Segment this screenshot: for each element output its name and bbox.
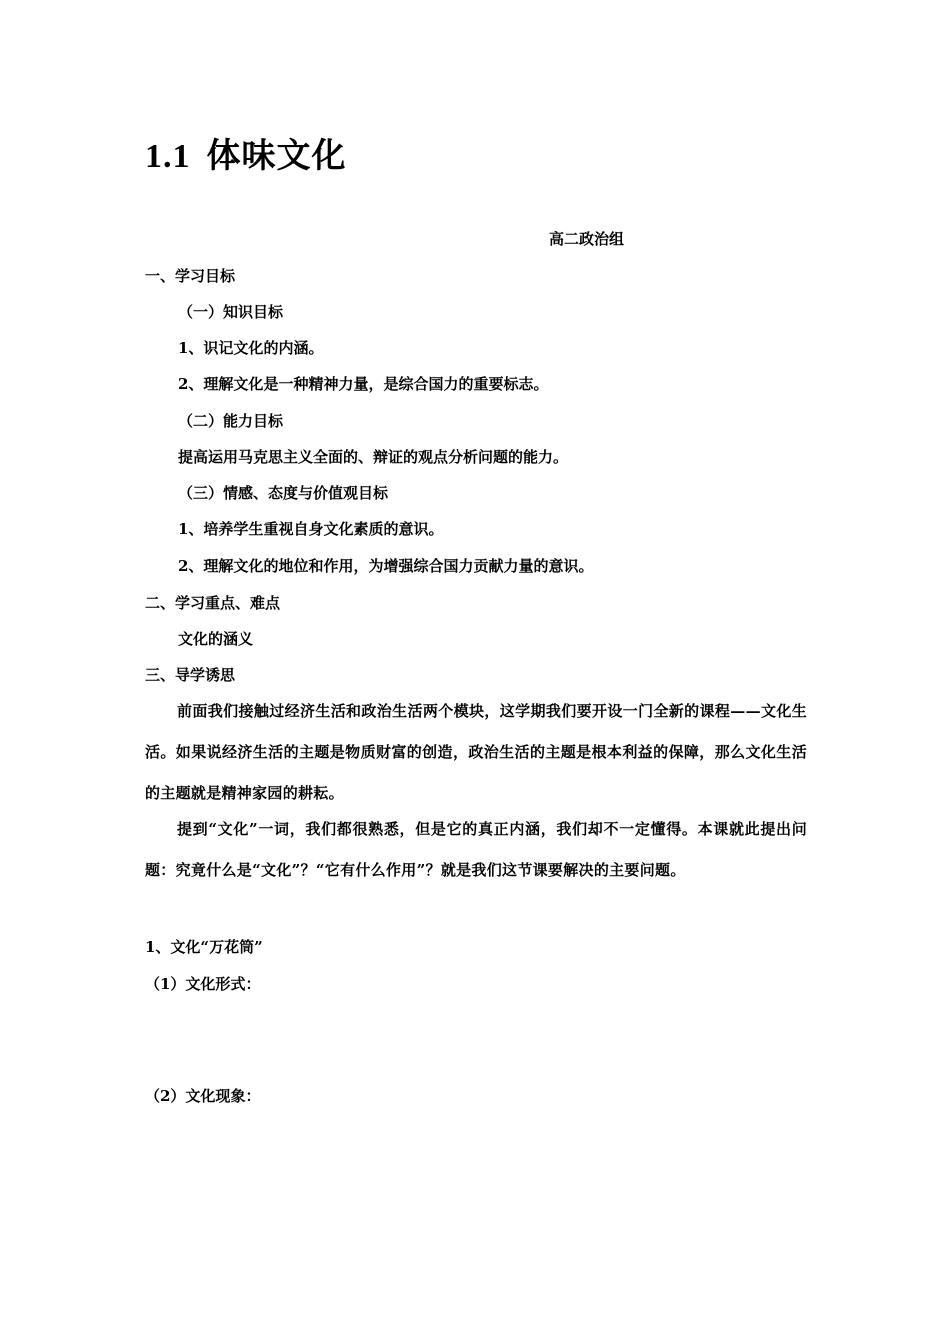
key-point: 文化的涵义 (178, 630, 254, 648)
question-item-culture-phenomenon: （2）文化现象： (145, 1087, 261, 1105)
list-item: 2、理解文化的地位和作用，为增强综合国力贡献力量的意识。 (178, 557, 594, 575)
question-heading: 1、文化“万花筒” (145, 938, 263, 956)
list-item: 1、培养学生重视自身文化素质的意识。 (178, 520, 444, 538)
list-item: 1、识记文化的内涵。 (178, 339, 324, 357)
subsection-ability: （二）能力目标 (178, 412, 284, 430)
subsection-knowledge: （一）知识目标 (178, 303, 284, 321)
section-heading-2: 二、学习重点、难点 (145, 594, 281, 612)
page-title (145, 128, 347, 177)
author-line: 高二政治组 (549, 230, 625, 248)
list-item: 2、理解文化是一种精神力量，是综合国力的重要标志。 (178, 375, 549, 393)
section-heading-1: 一、学习目标 (145, 267, 236, 285)
intro-paragraph-1: 前面我们接触过经济生活和政治生活两个模块，这学期我们要开设一门全新的课程——文化生活。如果说经济生活的主题是物质财富的创造，政治生活的主题是根本利益的保障，那么文化生活的主题就是精神家园的耕耘。 (145, 702, 807, 802)
title-text: 体味文化 (206, 136, 347, 176)
question-item-culture-form: （1）文化形式： (145, 975, 261, 993)
title-number: 1.1 (145, 138, 191, 175)
section-heading-3: 三、导学诱思 (145, 666, 236, 684)
subsection-emotion: （三）情感、态度与价值观目标 (178, 484, 389, 502)
intro-paragraph-2: 提到“文化”一词，我们都很熟悉，但是它的真正内涵，我们却不一定懂得。本课就此提出问题：究竟什么是“文化”？“它有什么作用”？就是我们这节课要解决的主要问题。 (145, 820, 807, 879)
list-item: 提高运用马克思主义全面的、辩证的观点分析问题的能力。 (178, 448, 569, 466)
